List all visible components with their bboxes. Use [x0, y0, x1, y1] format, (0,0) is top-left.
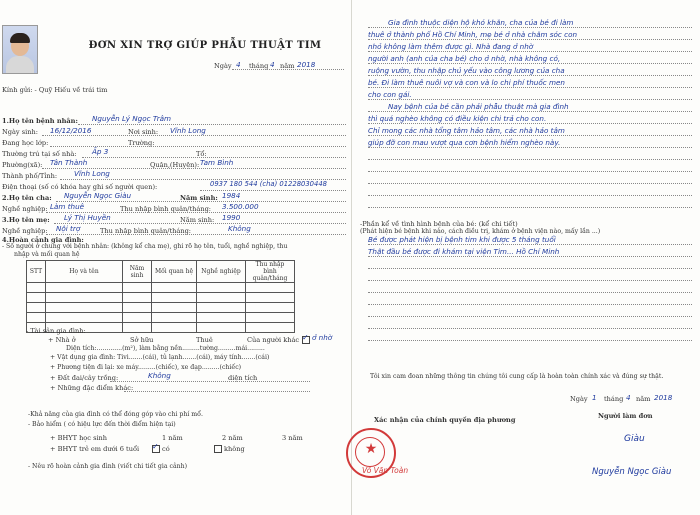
year2: 2 năm: [222, 434, 243, 442]
footer-date-year: 2018: [654, 393, 673, 402]
illness-line-2: Thật đầu bé được đi khám tại viện Tim... Hồ Chí Minh: [368, 247, 560, 256]
city-value: Vĩnh Long: [74, 169, 110, 178]
mother-label: 3.Họ tên mẹ:: [2, 216, 50, 224]
illness-line-1: Bé được phát hiện bị bệnh tim khi được 5 tháng tuổi: [368, 235, 556, 244]
special-dots: [124, 391, 310, 392]
year1: 1 năm: [162, 434, 183, 442]
narrative-dots: [368, 135, 692, 136]
narrative-dots: [368, 63, 692, 64]
date-day: 4: [236, 60, 241, 69]
date-year-label: năm: [280, 62, 295, 70]
stamp-name: Võ Văn Toàn: [362, 466, 409, 475]
has-label: có: [162, 445, 170, 453]
mother-job-label: Nghề nghiệp:: [2, 227, 48, 235]
father-dots: [56, 201, 346, 202]
narrative-dots: [368, 39, 692, 40]
mother-dots: [54, 223, 346, 224]
household-label: 4.Hoàn cảnh gia đình:: [2, 236, 84, 244]
land-value: Không: [148, 371, 171, 380]
patient-name-label: 1.Họ tên bệnh nhân:: [2, 117, 78, 125]
household-desc-1: - Số người ở chung với bệnh nhân: (không kể cha mẹ), ghi rõ họ tên, tuổi, nghề nghiệp, thu: [2, 243, 288, 250]
narrative-line-5: ruộng vườn, thu nhập chủ yếu vào công lương của cha: [368, 66, 565, 75]
blank-dots: [368, 292, 692, 293]
patient-name-dots: [78, 124, 346, 125]
narrative-line-3: nhỏ không làm thêm được gì. Nhà đang ở nhờ: [368, 42, 534, 51]
narrative-dots: [368, 123, 692, 124]
vehicle-label: + Phương tiện đi lại: xe máy.........(chiếc), xe đạp.........(chiếc): [50, 364, 242, 371]
blank-dots: [368, 328, 692, 329]
bhyt-child: + BHYT trẻ em dưới 6 tuổi: [50, 445, 140, 453]
patient-name-value: Nguyễn Lý Ngọc Trâm: [92, 114, 172, 123]
has-not-label: không: [224, 445, 245, 453]
mother-yob-label: Năm sinh:: [180, 216, 215, 224]
blank-dots: [368, 171, 692, 172]
hh-header-relation: Mối quan hệ: [152, 261, 197, 283]
father-yob-value: 1984: [222, 191, 241, 200]
blank-dots: [368, 268, 692, 269]
applicant-label: Người làm đơn: [598, 412, 653, 420]
father-income-label: Thu nhập bình quân/tháng:: [120, 205, 212, 213]
area-label: Diện tích:.............(m²), làm bằng nền.........tường.........mái.........: [66, 345, 265, 352]
commitment-text: Tôi xin cam đoan những thông tin chúng tôi cung cấp là hoàn toàn chính xác và đúng sự thật.: [370, 373, 664, 380]
birthplace-value: Vĩnh Long: [170, 126, 206, 135]
applicant-signature: Giàu: [624, 434, 645, 444]
footer-date-year-label: năm: [636, 395, 651, 403]
ward-value: Tân Thành: [50, 158, 88, 167]
household-desc-2: nhập và mối quan hệ: [14, 251, 80, 258]
mother-job-dots: [46, 234, 346, 235]
household-table-header: [27, 261, 295, 283]
blank-dots: [368, 207, 692, 208]
narrative-line-11: giúp đỡ con mau vượt qua cơn bệnh hiểm nghèo này.: [368, 138, 561, 147]
birthplace-label: Nơi sinh:: [128, 128, 159, 136]
year3: 3 năm: [282, 434, 303, 442]
blank-dots: [368, 316, 692, 317]
land-area-label: diện tích: [228, 374, 258, 382]
right-page: [352, 0, 700, 515]
rent-label: Thuê: [196, 336, 213, 344]
narrative-line-8: Nay bệnh của bé cần phải phẫu thuật mà gia đình: [388, 102, 569, 111]
reason-text: - Nêu rõ hoàn cảnh gia đình (viết chi tiết gia cảnh): [28, 463, 188, 470]
form-title: ĐƠN XIN TRỢ GIÚP PHẪU THUẬT TIM: [88, 40, 322, 51]
narrative-line-6: bé. Đi làm thuê nuôi vợ và con và lo chi phí thuốc men: [368, 78, 565, 87]
ward-label: Phường(xã):: [2, 161, 43, 169]
dob-label: Ngày sinh:: [2, 128, 38, 136]
stamp-star-icon: ★: [364, 441, 378, 457]
illness-dots: [368, 256, 692, 257]
mother-yob-value: 1990: [222, 213, 241, 222]
date-year: 2018: [297, 60, 316, 69]
other-value: ở nhờ: [312, 333, 333, 342]
blank-dots: [368, 304, 692, 305]
insurance-text: - Bảo hiểm ( có hiệu lực đến thời điểm hiện tại): [28, 421, 176, 428]
narrative-line-1: Gia đình thuộc diện hộ khó khăn, cha của bé đi làm: [388, 18, 574, 27]
street-label: Tổ:: [196, 150, 207, 158]
local-auth-label: Xác nhận của chính quyền địa phương: [374, 416, 516, 424]
father-income-value: 3.500.000: [222, 202, 259, 211]
school-name-label: Trường:: [128, 139, 155, 147]
table-row: [27, 293, 295, 303]
address-label: Thường trú tại số nhà:: [2, 150, 77, 158]
narrative-dots: [368, 75, 692, 76]
illness-dots: [368, 244, 692, 245]
ability-text: -Khả năng của gia đình có thể đóng góp vào chi phí mổ.: [28, 411, 203, 418]
father-yob-label: Năm sinh:: [180, 194, 218, 202]
photo-hair: [10, 33, 30, 43]
district-label: Quận,(Huyện):: [150, 161, 200, 169]
house-label: + Nhà ở: [48, 336, 76, 344]
greeting: Kính gửi: - Quỹ Hiếu về trái tim: [2, 86, 108, 94]
mother-income-label: Thu nhập bình quân/tháng:: [100, 227, 192, 235]
date-dots: [232, 69, 344, 70]
phone-value: 0937 180 544 (cha) 01228030448: [210, 180, 327, 188]
phone-label: Điện thoại (số có khóa hay ghi số người quen):: [2, 183, 158, 191]
footer-date-month: 4: [626, 393, 631, 402]
father-value: Nguyễn Ngọc Giàu: [64, 191, 132, 200]
narrative-line-4: người anh (anh của cha bé) cho ở nhờ, nhà không có,: [368, 54, 561, 63]
bhyt-student: + BHYT học sinh: [50, 434, 108, 442]
date-month-label: tháng: [249, 62, 269, 70]
land-dots: [110, 381, 310, 382]
hh-header-yob: Năm sinh: [123, 261, 152, 283]
date-month: 4: [270, 60, 275, 69]
photo-shirt: [6, 56, 34, 73]
narrative-dots: [368, 27, 692, 28]
blank-dots: [368, 159, 692, 160]
mother-job-value: Nội trợ: [56, 224, 81, 233]
child-photo: [2, 25, 38, 74]
city-label: Thành phố/Tỉnh:: [2, 172, 58, 180]
footer-date-day: 1: [592, 393, 597, 402]
narrative-dots: [368, 111, 692, 112]
narrative-dots: [368, 51, 692, 52]
father-label: 2.Họ tên cha:: [2, 194, 52, 202]
hh-header-job: Nghề nghiệp: [197, 261, 246, 283]
blank-dots: [368, 195, 692, 196]
footer-date-prefix: Ngày: [570, 395, 588, 403]
illness-title: -Phần kể về tình hình bệnh của bé: (kể chi tiết): [360, 220, 518, 228]
narrative-line-2: thuê ở thành phố Hồ Chí Minh, mẹ bé ở nhà chăm sóc con: [368, 30, 578, 39]
hh-header-income: Thu nhập bình quân/tháng: [246, 261, 295, 283]
father-job-value: Làm thuê: [50, 202, 85, 211]
items-label: + Vật dụng gia đình: Tivi.......(cái), tủ lạnh.......(cái), máy tính.......(cái): [50, 354, 270, 361]
father-job-label: Nghề nghiệp:: [2, 205, 48, 213]
household-table: [26, 260, 295, 333]
dob-dots: [42, 135, 346, 136]
applicant-name: Nguyễn Ngọc Giàu: [592, 467, 672, 477]
other-label: Của người khác: [247, 336, 300, 344]
narrative-line-10: Chỉ mong các nhà tổng tâm hảo tâm, các nhà hảo tâm: [368, 126, 565, 135]
narrative-dots: [368, 87, 692, 88]
hh-header-stt: STT: [27, 261, 46, 283]
narrative-line-9: thì quá nghèo không có điều kiện chi trả cho con.: [368, 114, 547, 123]
table-row: [27, 283, 295, 293]
own-label: Sở hữu: [130, 336, 154, 344]
narrative-line-7: cho con gái.: [368, 90, 412, 99]
has-bhyt-checkbox[interactable]: [152, 445, 160, 453]
blank-dots: [368, 340, 692, 341]
narrative-dots: [368, 99, 692, 100]
land-label: + Đất đai/cây trồng:: [50, 374, 119, 382]
mother-value: Lý Thị Huyền: [64, 213, 111, 222]
illness-subtitle: (Phát hiện bé bệnh khi nào, cách điều trị, khám ở bệnh viện nào, mấy lần ...): [360, 228, 601, 235]
other-checkbox[interactable]: [302, 336, 310, 344]
assets-title: - Tài sản gia đình:: [26, 327, 86, 335]
table-row: [27, 313, 295, 323]
table-row: [27, 303, 295, 313]
date-prefix: Ngày: [214, 62, 232, 70]
blank-dots: [368, 280, 692, 281]
no-bhyt-checkbox[interactable]: [214, 445, 222, 453]
dob-value: 16/12/2016: [50, 126, 92, 135]
blank-dots: [368, 183, 692, 184]
footer-date-month-label: tháng: [604, 395, 624, 403]
special-label: + Những đặc điểm khác:: [50, 384, 134, 392]
mother-income-value: Không: [228, 224, 251, 233]
district-value: Tam Bình: [200, 158, 234, 167]
hh-header-name: Họ và tên: [46, 261, 123, 283]
narrative-dots: [368, 147, 692, 148]
school-label: Đang học lớp:: [2, 139, 49, 147]
address-value: Ấp 3: [92, 147, 109, 156]
